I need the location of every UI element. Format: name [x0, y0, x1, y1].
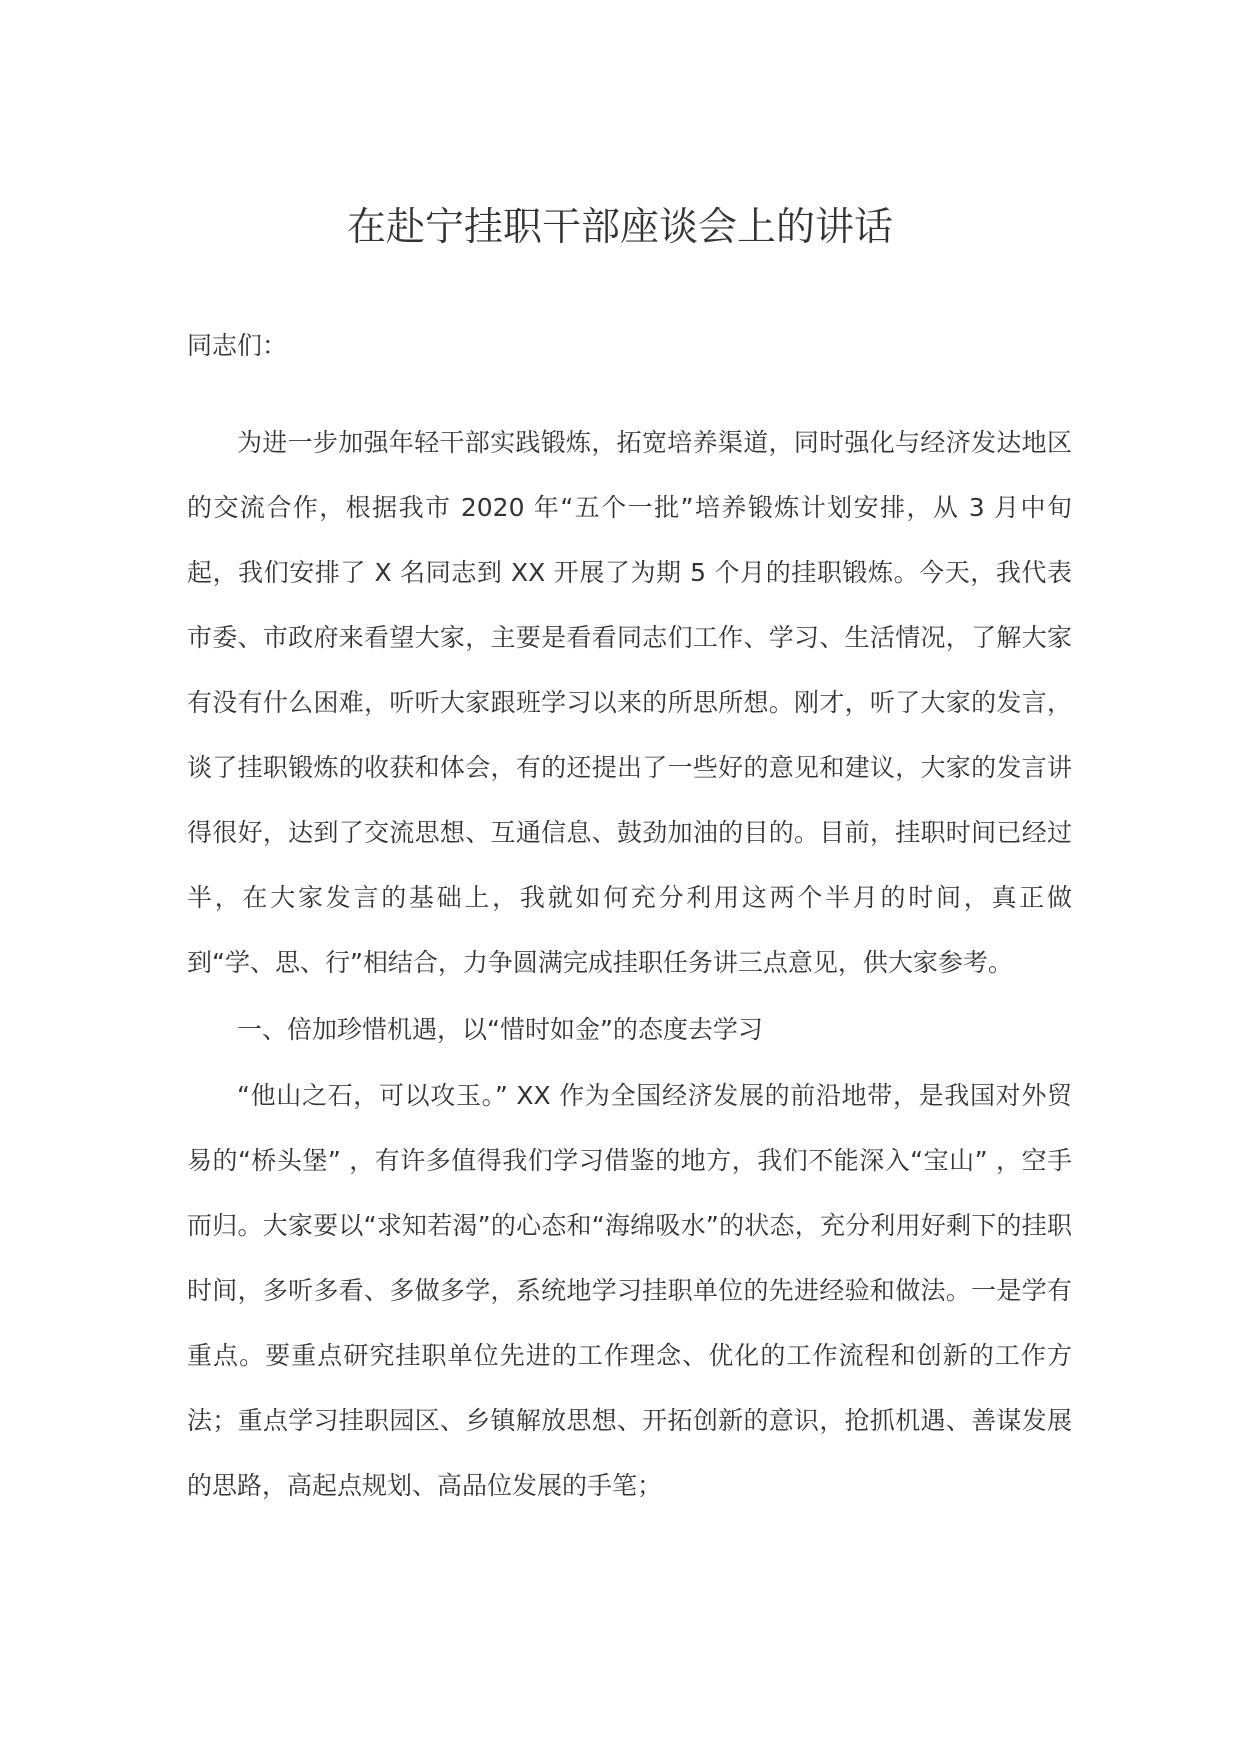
salutation: 同志们： [187, 331, 288, 360]
section-heading-1: 一、倍加珍惜机遇，以“惜时如金”的态度去学习 [237, 1015, 763, 1044]
paragraph-intro: 为进一步加强年轻干部实践锻炼，拓宽培养渠道，同时强化与经济发达地区的交流合作，根据我市 2020 年“五个一批”培养锻炼计划安排，从 3 月中旬起，我们安排了 X 名同志到 XX 开展了为期 5 个月的挂职锻炼。今天，我代表市委、市政府来看望大家，主要是看看同志们工作、学习、生活情况，了解大家有没有什么困难，听听大家跟班学习以来的所思所想。刚才，听了大家的发言，谈了挂职锻炼的收获和体会，有的还提出了一些好的意见和建议，大家的发言讲得很好，达到了交流思想、互通信息、鼓劲加油的目的。目前，挂职时间已经过半，在大家发言的基础上，我就如何充分利用这两个半月的时间，真正做到“学、思、行”相结合，力争圆满完成挂职任务讲三点意见，供大家参考。 [187, 428, 1072, 977]
document-body [187, 410, 1072, 1518]
paragraph-section-1: “他山之石，可以攻玉。” XX 作为全国经济发展的前沿地带，是我国对外贸易的“桥头堡” ，有许多值得我们学习借鉴的地方，我们不能深入“宝山” ，空手而归。大家要以“求知若渴”的心态和“海绵吸水”的状态，充分利用好剩下的挂职时间，多听多看、多做多学，系统地学习挂职单位的先进经验和做法。一是学有重点。要重点研究挂职单位先进的工作理念、优化的工作流程和创新的工作方法；重点学习挂职园区、乡镇解放思想、开拓创新的意识，抢抓机遇、善谋发展的思路，高起点规划、高品位发展的手笔； [187, 1081, 1073, 1500]
document-title: 在赴宁挂职干部座谈会上的讲话 [346, 205, 893, 250]
